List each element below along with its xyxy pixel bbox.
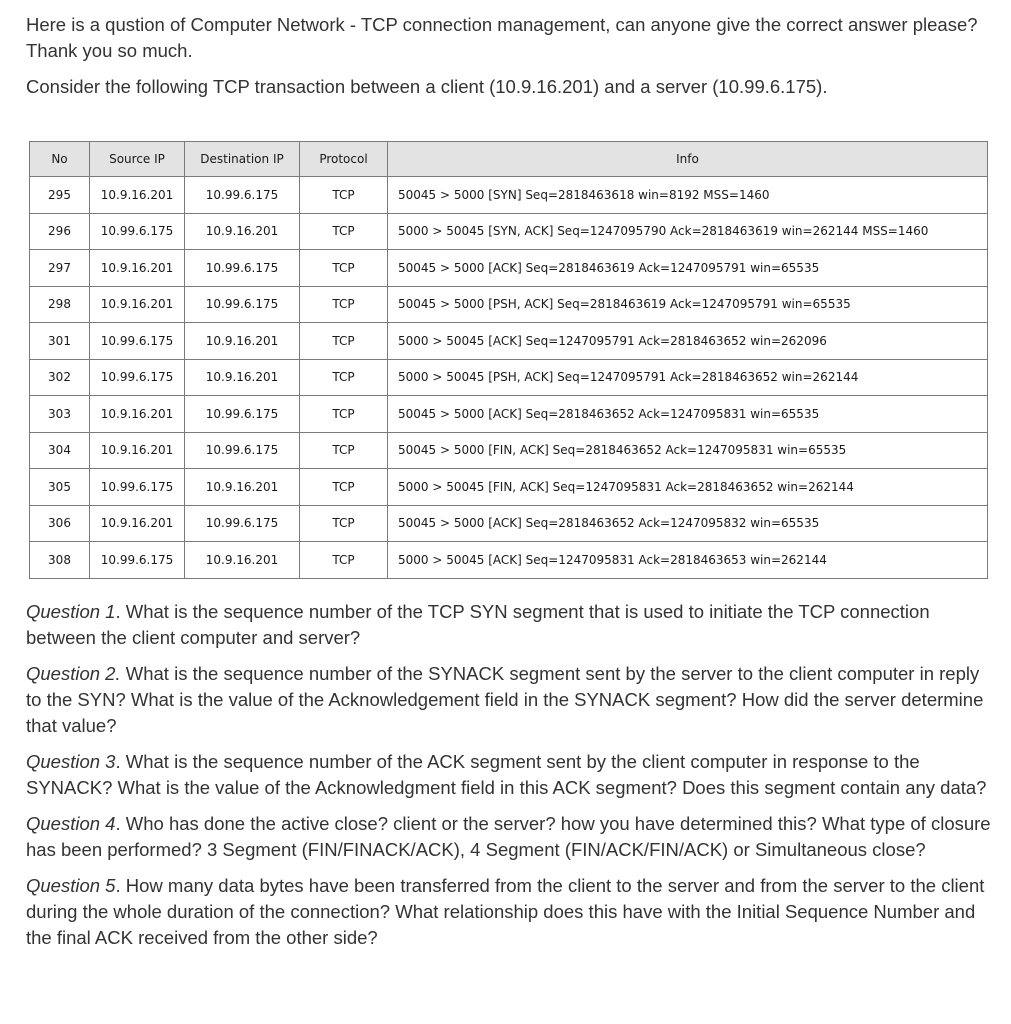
table-row xyxy=(30,177,988,214)
cell-no: 298 xyxy=(30,286,90,323)
header-destination-ip: Destination IP xyxy=(185,142,300,177)
cell-protocol: TCP xyxy=(300,286,388,323)
cell-info: 50045 > 5000 [ACK] Seq=2818463652 Ack=1247095832 win=65535 xyxy=(388,505,988,542)
cell-protocol: TCP xyxy=(300,323,388,360)
cell-no: 297 xyxy=(30,250,90,287)
cell-destination-ip: 10.99.6.175 xyxy=(185,177,300,214)
table-row xyxy=(30,250,988,287)
cell-no: 308 xyxy=(30,542,90,579)
cell-source-ip: 10.99.6.175 xyxy=(90,213,185,250)
cell-no: 305 xyxy=(30,469,90,506)
cell-protocol: TCP xyxy=(300,250,388,287)
cell-protocol: TCP xyxy=(300,542,388,579)
table-row xyxy=(30,396,988,433)
cell-protocol: TCP xyxy=(300,213,388,250)
cell-info: 5000 > 50045 [ACK] Seq=1247095831 Ack=2818463653 win=262144 xyxy=(388,542,988,579)
header-info: Info xyxy=(388,142,988,177)
cell-info: 50045 > 5000 [ACK] Seq=2818463652 Ack=1247095831 win=65535 xyxy=(388,396,988,433)
question-label: Question 4 xyxy=(26,813,116,834)
cell-source-ip: 10.9.16.201 xyxy=(90,177,185,214)
question-text: . How many data bytes have been transferred from the client to the server and from the server to the client during the whole duration of the connection? What relationship does this have with the Initial Sequence Number and the final ACK received from the other side? xyxy=(26,875,985,948)
question-text: What is the sequence number of the SYNACK segment sent by the server to the client computer in reply to the SYN? What is the value of the Acknowledgement field in the SYNACK segment? How did the server determine that value? xyxy=(26,663,984,736)
cell-destination-ip: 10.99.6.175 xyxy=(185,396,300,433)
cell-protocol: TCP xyxy=(300,505,388,542)
cell-info: 50045 > 5000 [SYN] Seq=2818463618 win=8192 MSS=1460 xyxy=(388,177,988,214)
questions-list xyxy=(26,599,991,961)
cell-no: 296 xyxy=(30,213,90,250)
cell-no: 304 xyxy=(30,432,90,469)
tcp-transaction-table xyxy=(29,141,987,579)
cell-destination-ip: 10.9.16.201 xyxy=(185,323,300,360)
cell-source-ip: 10.99.6.175 xyxy=(90,542,185,579)
table-row xyxy=(30,432,988,469)
question-label: Question 2. xyxy=(26,663,121,684)
cell-info: 50045 > 5000 [ACK] Seq=2818463619 Ack=1247095791 win=65535 xyxy=(388,250,988,287)
cell-source-ip: 10.9.16.201 xyxy=(90,396,185,433)
cell-no: 302 xyxy=(30,359,90,396)
question-text: . Who has done the active close? client or the server? how you have determined this? What type of closure has been performed? 3 Segment (FIN/FINACK/ACK), 4 Segment (FIN/ACK/FIN/ACK) or Simultaneous close? xyxy=(26,813,991,860)
cell-source-ip: 10.99.6.175 xyxy=(90,359,185,396)
cell-source-ip: 10.99.6.175 xyxy=(90,469,185,506)
cell-destination-ip: 10.9.16.201 xyxy=(185,542,300,579)
table-header-row xyxy=(30,142,988,177)
cell-protocol: TCP xyxy=(300,359,388,396)
question-2 xyxy=(26,661,991,739)
cell-destination-ip: 10.99.6.175 xyxy=(185,432,300,469)
cell-destination-ip: 10.99.6.175 xyxy=(185,286,300,323)
cell-destination-ip: 10.9.16.201 xyxy=(185,213,300,250)
intro-text: Here is a qustion of Computer Network - TCP connection management, can anyone give the correct answer please? Thank you so much. xyxy=(26,14,978,61)
cell-destination-ip: 10.9.16.201 xyxy=(185,359,300,396)
question-4 xyxy=(26,811,991,863)
question-label: Question 3 xyxy=(26,751,116,772)
table-row xyxy=(30,213,988,250)
cell-info: 5000 > 50045 [SYN, ACK] Seq=1247095790 Ack=2818463619 win=262144 MSS=1460 xyxy=(388,213,988,250)
cell-source-ip: 10.9.16.201 xyxy=(90,250,185,287)
cell-destination-ip: 10.99.6.175 xyxy=(185,250,300,287)
table-row xyxy=(30,323,988,360)
table-row xyxy=(30,359,988,396)
table-row xyxy=(30,542,988,579)
packet-table xyxy=(29,141,988,579)
cell-info: 50045 > 5000 [FIN, ACK] Seq=2818463652 Ack=1247095831 win=65535 xyxy=(388,432,988,469)
cell-no: 306 xyxy=(30,505,90,542)
cell-source-ip: 10.9.16.201 xyxy=(90,432,185,469)
cell-no: 295 xyxy=(30,177,90,214)
cell-no: 303 xyxy=(30,396,90,433)
question-label: Question 1 xyxy=(26,601,116,622)
question-label: Question 5 xyxy=(26,875,116,896)
table-row xyxy=(30,286,988,323)
question-1 xyxy=(26,599,991,651)
cell-source-ip: 10.9.16.201 xyxy=(90,505,185,542)
post-body xyxy=(26,12,988,100)
question-text: . What is the sequence number of the ACK segment sent by the client computer in response to the SYNACK? What is the value of the Acknowledgment field in this ACK segment? Does this segment contain any data? xyxy=(26,751,987,798)
header-no: No xyxy=(30,142,90,177)
cell-protocol: TCP xyxy=(300,177,388,214)
cell-info: 5000 > 50045 [PSH, ACK] Seq=1247095791 Ack=2818463652 win=262144 xyxy=(388,359,988,396)
cell-no: 301 xyxy=(30,323,90,360)
header-protocol: Protocol xyxy=(300,142,388,177)
question-text: . What is the sequence number of the TCP SYN segment that is used to initiate the TCP connection between the client computer and server? xyxy=(26,601,930,648)
cell-protocol: TCP xyxy=(300,432,388,469)
cell-protocol: TCP xyxy=(300,396,388,433)
table-row xyxy=(30,505,988,542)
cell-protocol: TCP xyxy=(300,469,388,506)
table-row xyxy=(30,469,988,506)
cell-info: 5000 > 50045 [FIN, ACK] Seq=1247095831 Ack=2818463652 win=262144 xyxy=(388,469,988,506)
cell-source-ip: 10.9.16.201 xyxy=(90,286,185,323)
cell-info: 5000 > 50045 [ACK] Seq=1247095791 Ack=2818463652 win=262096 xyxy=(388,323,988,360)
cell-destination-ip: 10.9.16.201 xyxy=(185,469,300,506)
cell-destination-ip: 10.99.6.175 xyxy=(185,505,300,542)
question-5 xyxy=(26,873,991,951)
cell-info: 50045 > 5000 [PSH, ACK] Seq=2818463619 Ack=1247095791 win=65535 xyxy=(388,286,988,323)
consider-text: Consider the following TCP transaction between a client (10.9.16.201) and a server (10.99.6.175). xyxy=(26,76,828,97)
cell-source-ip: 10.99.6.175 xyxy=(90,323,185,360)
header-source-ip: Source IP xyxy=(90,142,185,177)
question-3 xyxy=(26,749,991,801)
